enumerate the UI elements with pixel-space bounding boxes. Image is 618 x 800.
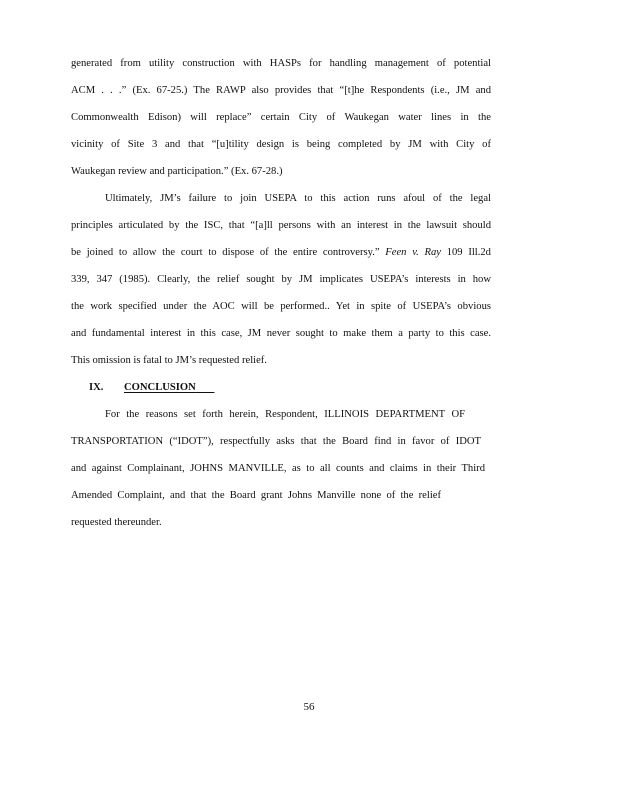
body-text-line: the work specified under the AOC will be performed.. Yet in spite of USEPA’s obvious <box>71 301 491 312</box>
body-text-line: For the reasons set forth herein, Respondent, ILLINOIS DEPARTMENT OF <box>105 409 465 420</box>
body-text-line: TRANSPORTATION (“IDOT”), respectfully asks that the Board find in favor of IDOT <box>71 436 481 447</box>
section-number: IX. <box>89 382 104 393</box>
body-text-line: and fundamental interest in this case, JM never sought to make them a party to this case. <box>71 328 491 339</box>
section-title: CONCLUSION <box>124 382 196 393</box>
body-text-line: vicinity of Site 3 and that “[u]tility design is being completed by JM with City of <box>71 139 491 150</box>
body-text-line: 339, 347 (1985). Clearly, the relief sought by JM implicates USEPA’s interests in how <box>71 274 491 285</box>
body-text-line: Commonwealth Edison) will replace” certain City of Waukegan water lines in the <box>71 112 491 123</box>
body-text-line: requested thereunder. <box>71 517 162 528</box>
body-text-line: principles articulated by the ISC, that “[a]ll persons with an interest in the lawsuit should <box>71 220 491 231</box>
body-text-line: generated from utility construction with HASPs for handling management of potential <box>71 58 491 69</box>
body-text-line: and against Complainant, JOHNS MANVILLE, as to all counts and claims in their Third <box>71 463 485 474</box>
body-text-line: This omission is fatal to JM’s requested relief. <box>71 355 267 366</box>
body-text-line: Waukegan review and participation.” (Ex. 67-28.) <box>71 166 283 177</box>
body-text-line: Ultimately, JM’s failure to join USEPA to this action runs afoul of the legal <box>105 193 491 204</box>
body-text-line: Amended Complaint, and that the Board grant Johns Manville none of the relief <box>71 490 441 501</box>
body-text-line: ACM . . .” (Ex. 67-25.) The RAWP also provides that “[t]he Respondents (i.e., JM and <box>71 85 491 96</box>
page-number: 56 <box>303 701 315 713</box>
case-citation: Feen v. Ray <box>385 247 441 258</box>
body-text-line: be joined to allow the court to dispose of the entire controversy.” Feen v. Ray 109 Ill.2d <box>71 247 491 258</box>
